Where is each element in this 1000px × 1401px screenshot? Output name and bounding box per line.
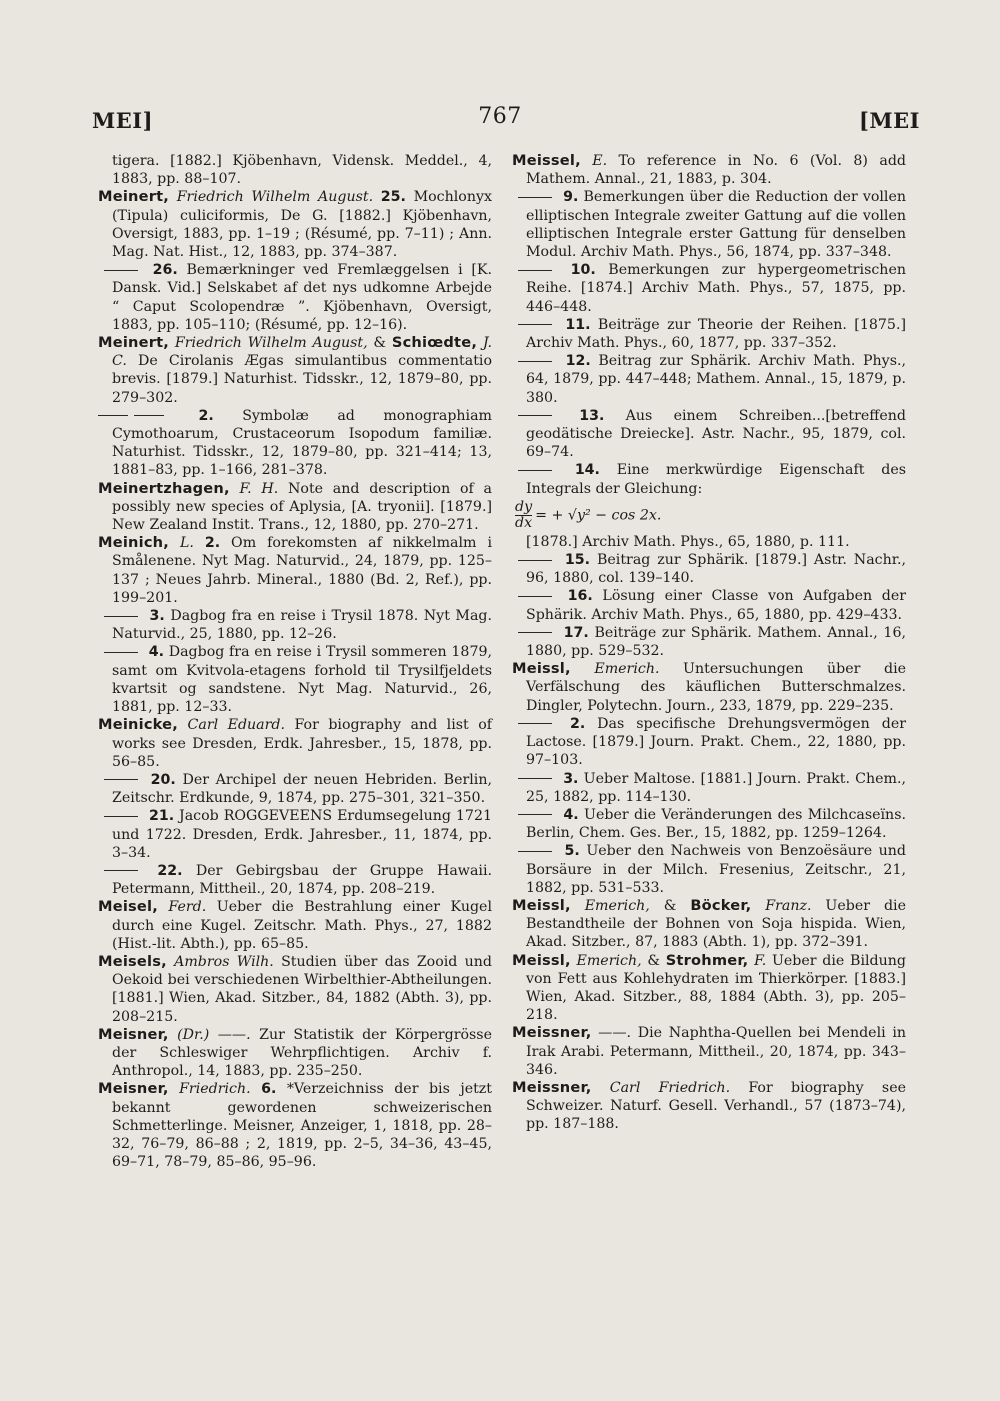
entry-text: Ueber die Veränderungen des Milchcaseïns. Berlin, Chem. Ges. Ber., 15, 1882, pp. 1259–1264.: [526, 806, 906, 842]
bib-entry: [512, 461, 906, 497]
bib-entry: [512, 152, 906, 188]
bib-entry: [512, 897, 906, 952]
ditto-rule: [518, 361, 552, 362]
bib-entry: [98, 716, 492, 771]
entry-number: 12.: [565, 353, 591, 370]
bib-entry: [98, 334, 492, 407]
ditto-rule: [518, 723, 552, 724]
entry-text: Ueber den Nachweis von Benzoësäure und Borsäure in der Milch. Fresenius, Zeitschr., 21, 1882, pp. 531–533.: [526, 843, 906, 896]
entry-number: 16.: [567, 588, 593, 605]
ditto-rule: [518, 778, 552, 779]
entry-number: 4.: [148, 644, 164, 661]
formula-rest: = + √y² − cos 2x.: [535, 507, 662, 524]
bib-entry: [512, 660, 906, 715]
bib-entry: [98, 480, 492, 535]
entry-text: Lösung einer Classe von Aufgaben der Sphärik. Archiv Math. Phys., 65, 1880, pp. 429–433.: [526, 588, 906, 623]
ditto-rule: [518, 415, 552, 416]
bib-entry: [98, 862, 492, 898]
entry-number: 20.: [150, 771, 176, 788]
entry-text: Beiträge zur Sphärik. Mathem. Annal., 16, 1880, pp. 529–532.: [526, 624, 906, 660]
entry-number: 21.: [148, 808, 175, 825]
entry-text: For biography and list of works see Dresden, Erdk. Jahresber., 15, 1878, pp. 56–85.: [112, 717, 492, 770]
entry-text: De Cirolanis Ægas simulantibus commentatio brevis. [1879.] Naturhist. Tidsskr., 12, 1879–80, pp. 279–302.: [112, 353, 492, 406]
ditto-rule: [518, 632, 552, 633]
ditto-rule: [134, 415, 164, 416]
author-name: Meisel,: [98, 898, 158, 916]
entry-text: [1878.] Archiv Math. Phys., 65, 1880, p. 111.: [526, 533, 850, 550]
page-number: 767: [478, 104, 522, 129]
entry-text: For biography see Schweizer. Naturf. Gesell. Verhandl., 57 (1873–74), pp. 187–188.: [526, 1079, 906, 1133]
ditto-rule: [518, 814, 552, 815]
author-name: Meissel,: [512, 152, 581, 169]
bib-entry: [98, 188, 492, 261]
numerator: dy: [515, 498, 533, 515]
author-name: Meisner,: [98, 1025, 169, 1043]
author-name: Meisner,: [98, 1080, 169, 1098]
entry-text: Ueber Maltose. [1881.] Journ. Prakt. Chem., 25, 1882, pp. 114–130.: [526, 770, 907, 805]
entry-text: tigera. [1882.] Kjöbenhavn, Vidensk. Meddel., 4, 1883, pp. 88–107.: [112, 153, 492, 188]
author-forename: F. H.: [239, 480, 279, 497]
entry-text: Om forekomsten af nikkelmalm i Smålenene. Nyt Mag. Naturvid., 24, 1879, pp. 125–137 ; Neues Jahrb. Mineral., 1880 (Bd. 2, Ref.), pp. 199–201.: [112, 535, 492, 606]
entry-text: Symbolæ ad monographiam Cymothoarum, Crustaceorum Isopodum familiæ. Naturhist. Tidsskr., 12, 1879–80, pp. 321–414; 13, 1881–83, pp. 1–166, 281–378.: [112, 407, 493, 479]
author-name: Meinich,: [98, 534, 169, 552]
author-forename: Emerich.: [594, 661, 660, 678]
bib-entry: [512, 806, 906, 842]
entry-text: Das specifische Drehungsvermögen der Lactose. [1879.] Journ. Prakt. Chem., 22, 1880, pp. 97–103.: [526, 715, 906, 769]
ditto-rule: [518, 560, 552, 561]
ampersand: &: [663, 897, 677, 914]
bib-entry: [512, 952, 906, 1025]
author-name: Meissner,: [512, 1078, 592, 1096]
entry-text: Bemerkungen über die Reduction der vollen elliptischen Integrale zweiter Gattung auf die vollen elliptischen Integrale erster Gattung für denselben Modul. Archiv Math. Phys., 56, 1874, pp. 337–348.: [526, 189, 907, 261]
bib-entry: [512, 407, 906, 462]
bib-entry: [512, 316, 906, 352]
ditto-rule: [104, 652, 138, 653]
author-forename: Carl Friedrich.: [609, 1079, 731, 1096]
bib-entry: [512, 770, 906, 806]
ampersand: &: [373, 335, 387, 352]
entry-number: 17.: [563, 624, 589, 641]
ditto-rule: [518, 324, 552, 325]
bib-entry: [512, 261, 906, 316]
running-header-right: [MEI: [858, 108, 920, 133]
bib-entry: [512, 188, 906, 261]
entry-number: 2.: [204, 535, 221, 552]
bib-entry: [512, 1079, 906, 1134]
author-forename: ——.: [598, 1025, 632, 1042]
ditto-rule: [518, 470, 552, 471]
entry-number: 14.: [574, 462, 600, 479]
author-name: Meinert,: [98, 334, 170, 352]
bib-entry: [98, 1026, 492, 1081]
ditto-rule: [98, 415, 128, 416]
bib-entry: [98, 534, 492, 607]
entry-text: Der Archipel der neuen Hebriden. Berlin, Zeitschr. Erdkunde, 9, 1874, pp. 275–301, 321–350.: [112, 771, 492, 807]
author-forename: L.: [179, 535, 194, 552]
entry-number: 9.: [563, 189, 579, 206]
entry-number: 3.: [149, 608, 165, 625]
denominator: dx: [515, 514, 533, 531]
bib-entry: [512, 842, 906, 897]
entry-text: Zur Statistik der Körpergrösse der Schleswiger Wehrpflichtigen. Archiv f. Anthropol., 14, 1883, pp. 235–250.: [112, 1026, 492, 1080]
entry-text: Die Naphtha-Quellen bei Mendeli in Irak Arabi. Petermann, Mittheil., 20, 1874, pp. 343–346.: [526, 1025, 907, 1078]
entry-text: Studien über das Zooid und Oekoid bei verschiedenen Wirbelthier-Abtheilungen. [1881.] Wien, Akad. Sitzber., 84, 1882 (Abth. 3), pp. 208–215.: [112, 953, 492, 1025]
entry-number: 11.: [565, 316, 591, 333]
author-forename: Friedrich Wilhelm August,: [174, 335, 368, 352]
entry-text: Dagbog fra en reise i Trysil sommeren 1879, samt om Kvitvola-etagens forhold til Trysilfjeldets kvartsit og sandstene. Nyt Mag. Naturvid., 26, 1881, pp. 12–33.: [112, 644, 493, 716]
author-forename: Carl Eduard.: [187, 717, 286, 734]
entry-text: Ueber die Bestrahlung einer Kugel durch eine Kugel. Zeitschr. Math. Phys., 27, 1882 (Hist.-lit. Abth.), pp. 65–85.: [112, 899, 492, 952]
entry-text: Bemerkungen zur hypergeometrischen Reihe. [1874.] Archiv Math. Phys., 57, 1875, pp. 446–448.: [526, 262, 906, 315]
formula: [512, 500, 661, 531]
entry-number: 2.: [569, 715, 586, 732]
entry-text: Ueber die Bestandtheile der Bohnen von Soja hispida. Wien, Akad. Sitzber., 87, 1883 (Abth. 1), pp. 372–391.: [526, 897, 906, 951]
entry-text: Mochlonyx (Tipula) culiciformis, De G. [1882.] Kjöbenhavn, Oversigt, 1883, pp. 1–19 ; (Résumé, pp. 7–11) ; Ann. Mag. Nat. Hist., 12, 1883, pp. 374–387.: [112, 189, 492, 261]
bib-entry: [98, 643, 492, 716]
coauthor-name: Schiœdte,: [391, 334, 478, 352]
entry-text: Note and description of a possibly new species of Aplysia, [A. tryonii]. [1879.] New Zealand Instit. Trans., 12, 1880, pp. 270–271.: [112, 480, 492, 534]
entry-text: Eine merkwürdige Eigenschaft des Integrals der Gleichung:: [526, 462, 907, 497]
bib-entry: [98, 607, 492, 643]
right-column: [512, 152, 906, 1134]
ampersand: &: [647, 952, 660, 969]
author-name: Meissl,: [512, 951, 571, 969]
bib-entry: [512, 587, 906, 623]
entry-text: Der Gebirgsbau der Gruppe Hawaii. Petermann, Mittheil., 20, 1874, pp. 208–219.: [112, 862, 492, 898]
bib-entry: [98, 407, 492, 480]
bib-entry: [512, 715, 906, 770]
author-name: Meissner,: [512, 1024, 592, 1042]
entry-text: Beitrag zur Sphärik. Archiv Math. Phys., 64, 1879, pp. 447–448; Mathem. Annal., 15, 1879, p. 380.: [526, 353, 906, 406]
entry-number: 10.: [570, 262, 596, 279]
left-column: [98, 152, 492, 1171]
bib-entry: [98, 1080, 492, 1171]
ditto-rule: [518, 596, 552, 597]
bib-entry: [512, 352, 906, 407]
entry-text: Untersuchungen über die Verfälschung des käuflichen Butterschmalzes. Dingler, Polytechn. Journ., 233, 1879, pp. 229–235.: [526, 661, 906, 714]
entry-text: Ueber die Bildung von Fett aus Kohlehydraten im Thierkörper. [1883.] Wien, Akad. Sitzber., 88, 1884 (Abth. 3), pp. 205–218.: [526, 952, 906, 1024]
author-forename: Emerich,: [576, 952, 642, 969]
author-forename: Friedrich.: [179, 1081, 251, 1098]
coauthor-forename: Franz.: [765, 897, 812, 914]
coauthor-name: Strohmer,: [665, 951, 749, 969]
bib-entry: [98, 771, 492, 807]
entry-text: Jacob ROGGEVEENS Erdumsegelung 1721 und 1722. Dresden, Erdk. Jahresber., 11, 1874, pp. 3–34.: [112, 808, 492, 861]
entry-number: 13.: [579, 407, 605, 424]
author-forename: Ferd.: [168, 899, 207, 916]
author-name: Meinicke,: [98, 716, 179, 734]
ditto-rule: [104, 779, 138, 780]
ditto-rule: [104, 616, 138, 617]
running-header-left: MEI]: [92, 108, 154, 133]
bib-entry: [98, 807, 492, 862]
entry-text: *Verzeichniss der bis jetzt bekannt gewordenen schweizerischen Schmetterlinge. Meisner, Anzeiger, 1, 1818, pp. 28–32, 76–79, 86–88 ; 2, 1819, pp. 2–5, 34–36, 43–45, 69–71, 78–79, 85–86, 95–96.: [112, 1081, 492, 1171]
author-forename: Ambros Wilh.: [174, 953, 274, 970]
ditto-rule: [518, 270, 552, 271]
author-forename: E.: [592, 153, 608, 169]
entry-number: 25.: [380, 189, 406, 206]
entry-number: 2.: [198, 407, 214, 424]
coauthor-forename: J. C.: [112, 335, 492, 370]
author-name: Meinert,: [98, 188, 170, 206]
bib-entry: [98, 898, 492, 953]
bib-entry: [512, 500, 906, 531]
entry-text: Dagbog fra en reise i Trysil 1878. Nyt Mag. Naturvid., 25, 1880, pp. 12–26.: [112, 608, 492, 643]
ditto-rule: [104, 870, 138, 871]
coauthor-forename: F.: [754, 952, 767, 969]
coauthor-name: Böcker,: [690, 896, 752, 914]
entry-text: To reference in No. 6 (Vol. 8) add Mathem. Annal., 21, 1883, p. 304.: [526, 153, 906, 188]
entry-text: Aus einem Schreiben...[betreffend geodätische Dreiecke]. Astr. Nachr., 95, 1879, col. 69–74.: [526, 407, 906, 461]
author-name: Meissl,: [512, 896, 571, 914]
bib-entry: [512, 1024, 906, 1079]
entry-text: Beitrag zur Sphärik. [1879.] Astr. Nachr., 96, 1880, col. 139–140.: [526, 552, 906, 587]
bib-entry: [98, 261, 492, 334]
author-forename: (Dr.) ——.: [177, 1026, 251, 1043]
author-name: Meisels,: [98, 952, 167, 970]
entry-number: 26.: [152, 262, 178, 279]
entry-number: 22.: [157, 862, 183, 879]
entry-number: 3.: [563, 770, 579, 787]
bib-entry: [98, 152, 492, 188]
entry-text: Beiträge zur Theorie der Reihen. [1875.] Archiv Math. Phys., 60, 1877, pp. 337–352.: [526, 316, 906, 352]
entry-number: 15.: [564, 552, 591, 569]
fraction: [515, 500, 532, 531]
ditto-rule: [518, 197, 552, 198]
bib-entry: [512, 533, 906, 551]
author-forename: Emerich,: [584, 897, 650, 914]
entry-number: 4.: [563, 806, 579, 823]
author-name: Meissl,: [512, 660, 571, 678]
author-forename: Friedrich Wilhelm August.: [176, 189, 374, 206]
bib-entry: [512, 624, 906, 660]
bib-entry: [98, 953, 492, 1026]
bib-entry: [512, 551, 906, 587]
ditto-rule: [104, 816, 138, 817]
author-name: Meinertzhagen,: [98, 479, 230, 497]
entry-number: 5.: [564, 843, 580, 860]
ditto-rule: [518, 851, 552, 852]
entry-text: Bemærkninger ved Fremlæggelsen i [K. Dansk. Vid.] Selskabet af det nys udkomne Arbejde “ Caput Scolopendræ ”. Kjöbenhavn, Oversigt, 1883, pp. 105–110; (Résumé, pp. 12–16).: [112, 262, 493, 333]
ditto-rule: [104, 270, 138, 271]
entry-number: 6.: [261, 1081, 277, 1098]
